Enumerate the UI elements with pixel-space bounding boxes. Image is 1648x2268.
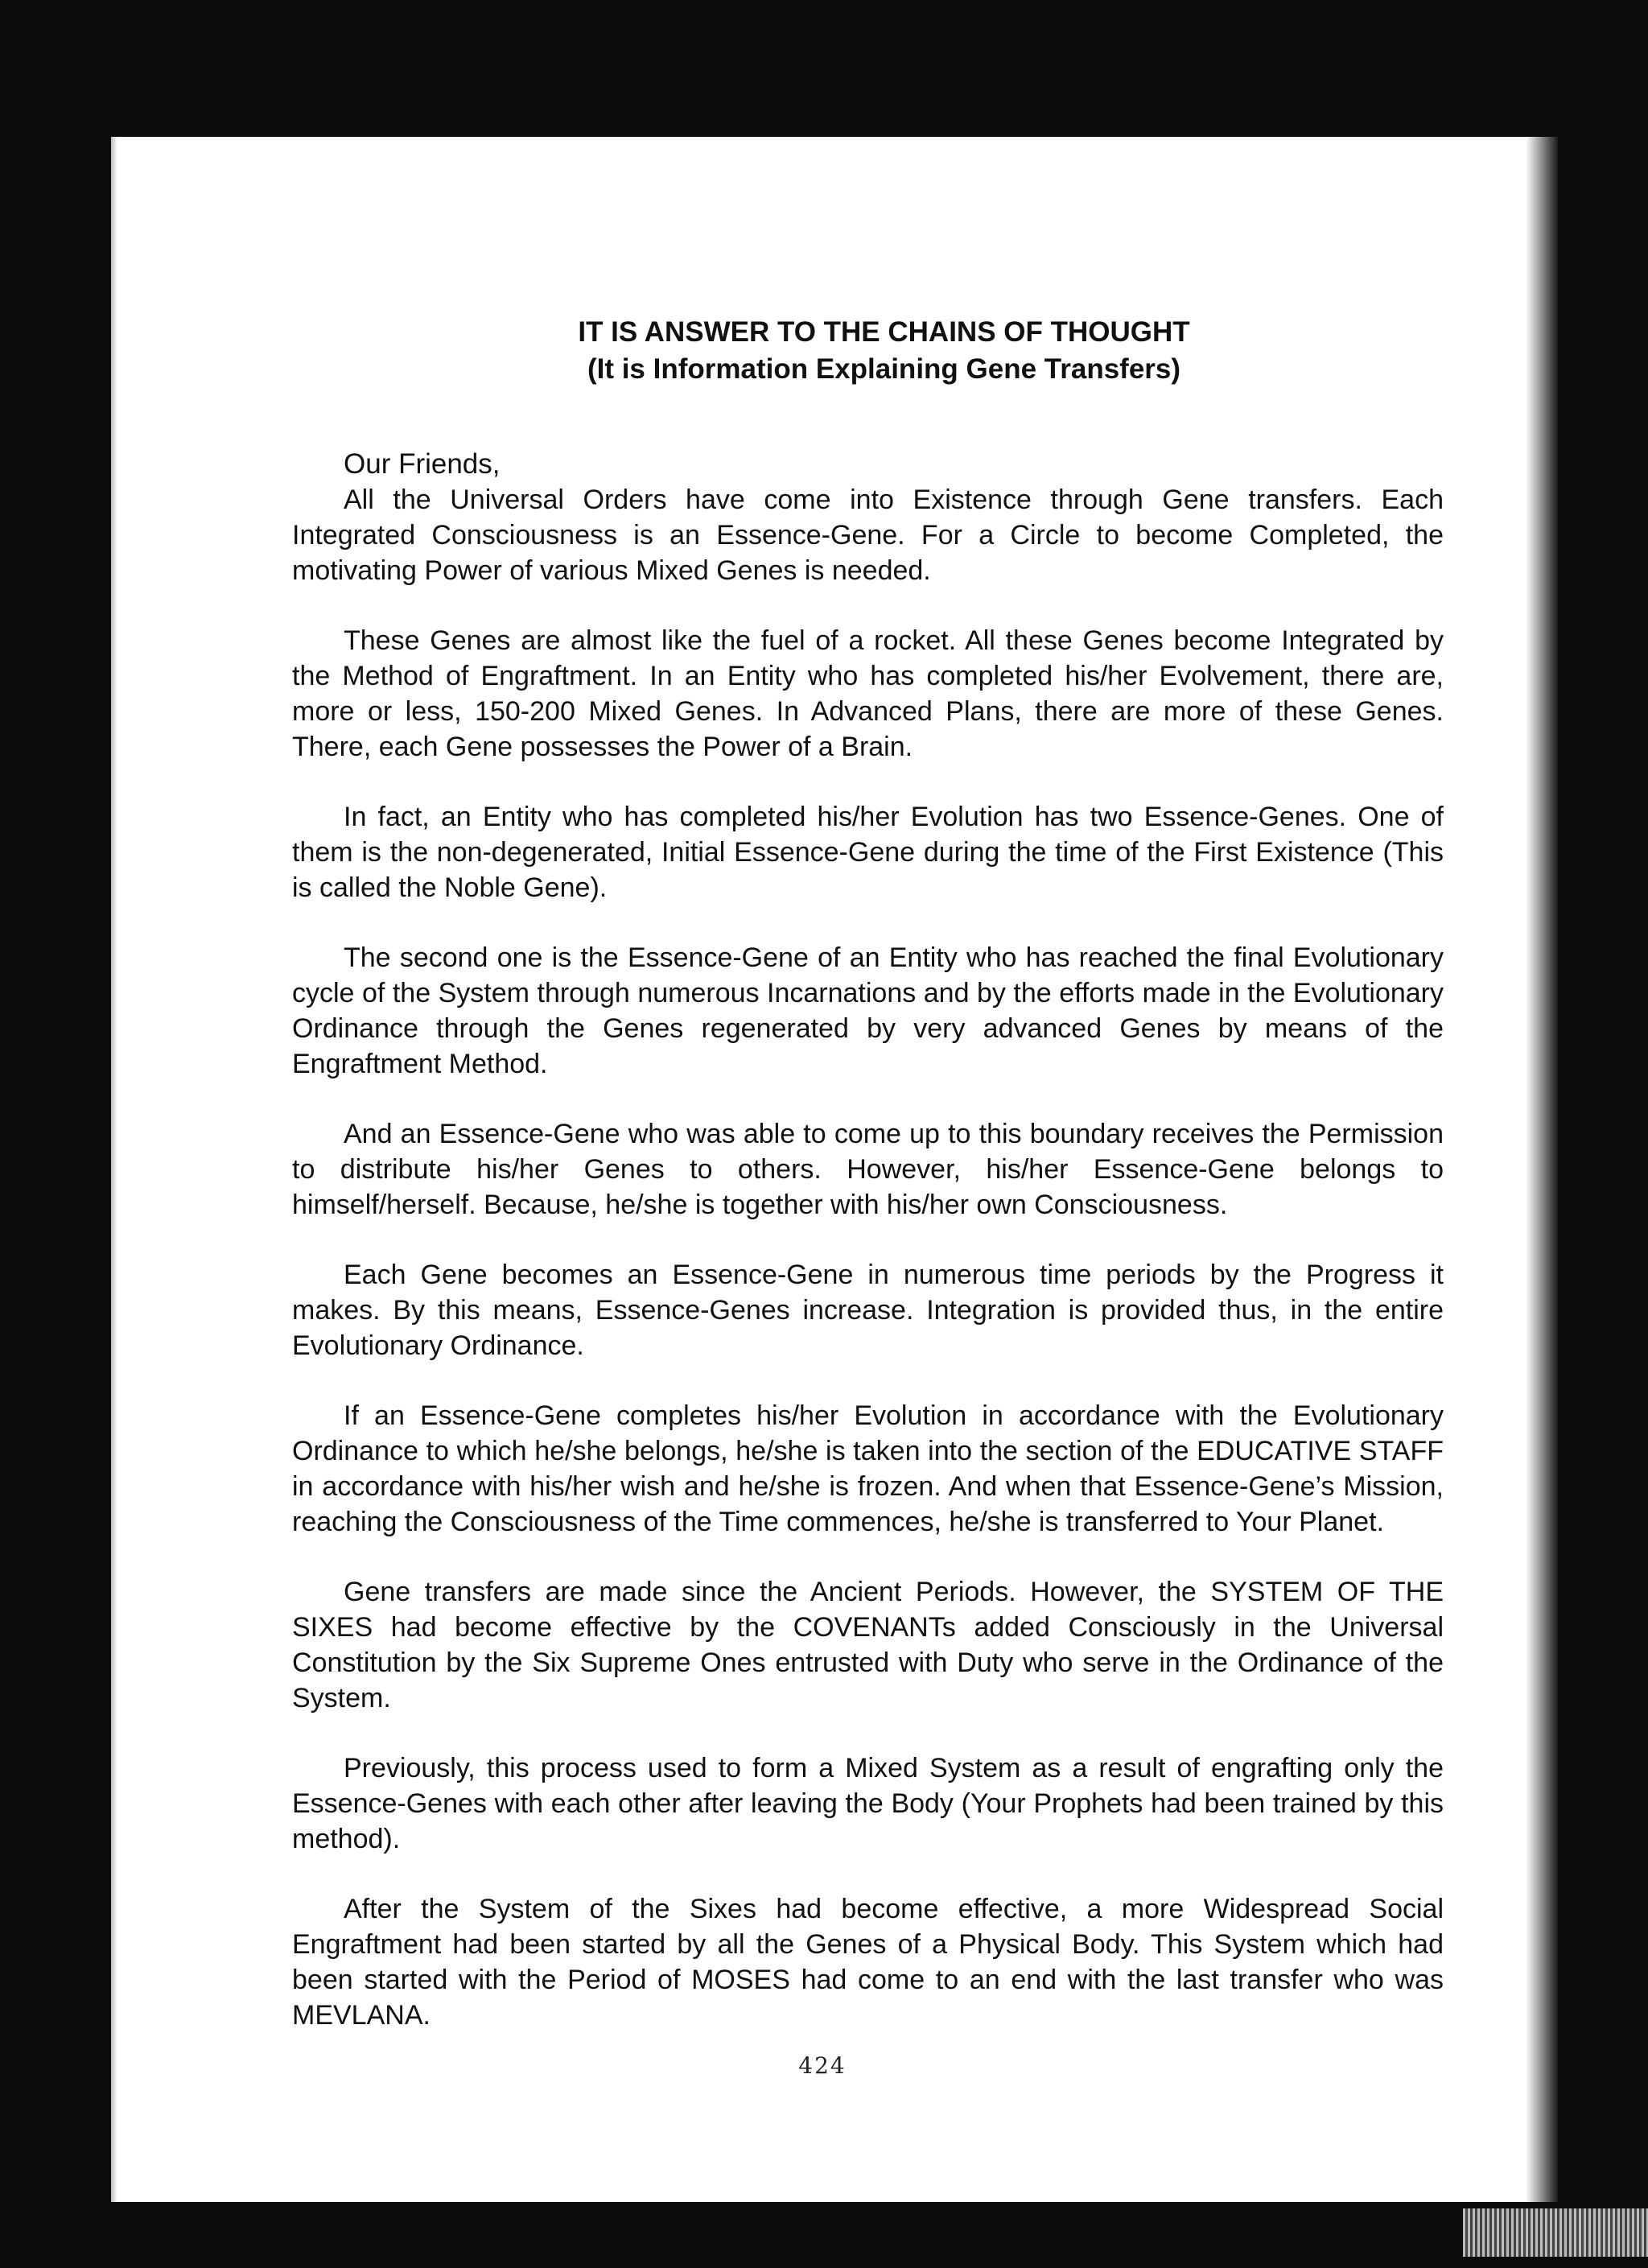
- page-content: [292, 314, 1444, 2068]
- page-title: [292, 314, 1444, 388]
- scan-edge-left: [111, 137, 117, 2202]
- paragraph-5: And an Essence-Gene who was able to come up to this boundary receives the Permission to distribute his/her Genes to others. However, his/her Essence-Gene belongs to himself/herself. Because, he/she is together with his/her own Consciousness.: [292, 1119, 1444, 1220]
- title-line-1: IT IS ANSWER TO THE CHAINS OF THOUGHT: [578, 316, 1190, 348]
- paragraph-4: The second one is the Essence-Gene of an Entity who has reached the final Evolutionary cycle of the System through numerous Incarnations and by the efforts made in the Evolutionary Ordinance through the Genes regenerated by very advanced Genes by means of the Engraftment Method.: [292, 942, 1444, 1079]
- paragraph-10: After the System of the Sixes had become effective, a more Widespread Social Engraftment had been started by all the Genes of a Physical Body. This System which had been started with the Period of MOSES had come to an end with the last transfer who was MEVLANA.: [292, 1894, 1444, 2031]
- paragraph-8: Gene transfers are made since the Ancient Periods. However, the SYSTEM OF THE SIXES had become effective by the COVENANTs added Consciously in the Universal Constitution by the Six Supreme Ones entrusted with Duty who serve in the Ordinance of the System.: [292, 1577, 1444, 1713]
- paragraph-6: Each Gene becomes an Essence-Gene in numerous time periods by the Progress it makes. By this means, Essence-Genes increase. Integration is provided thus, in the entire Evolutionary Ordinance.: [292, 1260, 1444, 1361]
- page-number: 424: [798, 2052, 847, 2079]
- paragraph-7: If an Essence-Gene completes his/her Evolution in accordance with the Evolutionary Ordinance to which he/she belongs, he/she is taken into the section of the EDUCATIVE STAFF in accordance with his/her wish and he/she is frozen. And when that Essence-Gene’s Mission, reaching the Consciousness of the Time commences, he/she is transferred to Your Planet.: [292, 1400, 1444, 1537]
- scan-corner-artifact: [1463, 2208, 1648, 2257]
- paragraph-9: Previously, this process used to form a Mixed System as a result of engrafting only the Essence-Genes with each other after leaving the Body (Your Prophets had been trained by this method).: [292, 1753, 1444, 1854]
- title-line-2: (It is Information Explaining Gene Transfers): [587, 353, 1181, 385]
- scanned-page: [111, 137, 1534, 2202]
- paragraph-2: These Genes are almost like the fuel of a rocket. All these Genes become Integrated by the Method of Engraftment. In an Entity who has completed his/her Evolvement, there are, more or less, 150-200 Mixed Genes. In Advanced Plans, there are more of these Genes. There, each Gene possesses the Power of a Brain.: [292, 625, 1444, 762]
- salutation: Our Friends,: [344, 448, 501, 480]
- paragraph-1: All the Universal Orders have come into Existence through Gene transfers. Each Integrated Consciousness is an Essence-Gene. For a Circle to become Completed, the motivating Power of various Mixed Genes is needed.: [292, 485, 1444, 586]
- paragraph-3: In fact, an Entity who has completed his/her Evolution has two Essence-Genes. One of them is the non-degenerated, Initial Essence-Gene during the time of the First Existence (This is called the Noble Gene).: [292, 802, 1444, 903]
- scan-edge-right: [1526, 137, 1558, 2202]
